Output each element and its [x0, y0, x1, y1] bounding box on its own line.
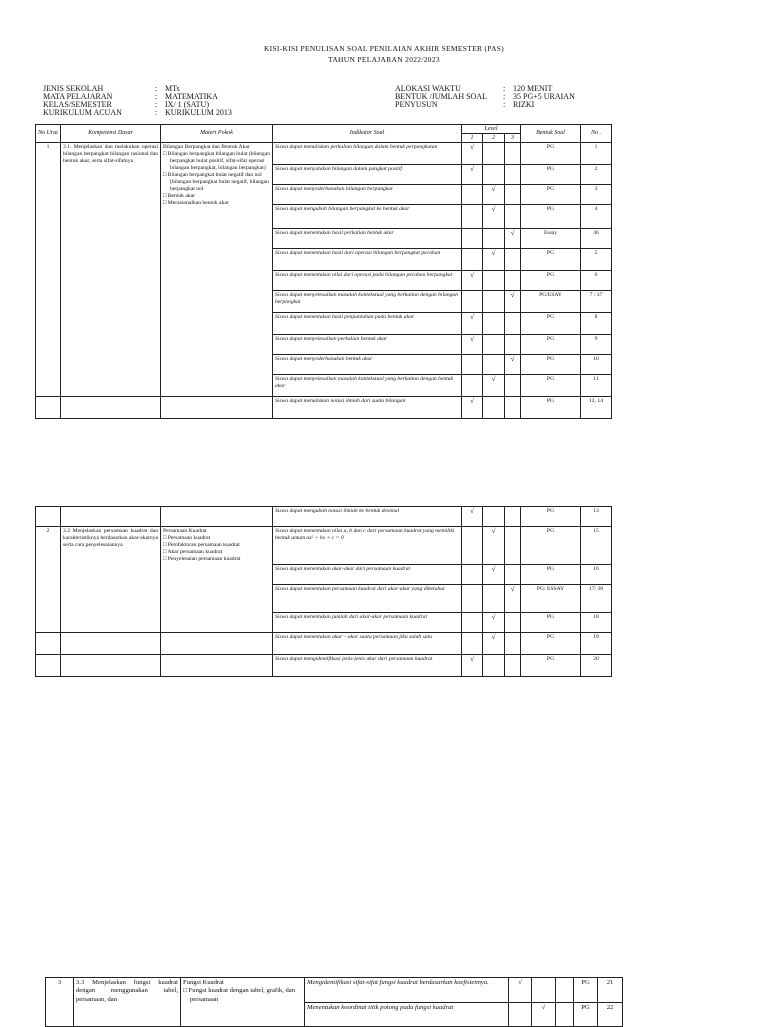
- bentuk-soal: PG/ESAY: [521, 291, 581, 313]
- bentuk-soal: PG: [521, 655, 581, 677]
- table-row: [36, 633, 612, 655]
- materi-item: [163, 151, 270, 172]
- indikator-soal: Siswa dapat menentukan jumlah dari akar-akar persamaan kuadrat: [273, 613, 462, 633]
- nomor-soal: 21: [598, 978, 623, 1003]
- no-urut: [36, 633, 61, 655]
- materi-item: [163, 542, 270, 549]
- level-1-cell: √: [462, 507, 483, 527]
- level-1-cell: [462, 291, 483, 313]
- indikator-soal: Siswa dapat menentukan akar-akar dari persamaan kuadrat: [273, 565, 462, 585]
- materi-item: [163, 193, 270, 200]
- bentuk-soal: PG: [521, 397, 581, 419]
- materi-title: Bilangan Berpangkat dan Bentuk Akar: [163, 143, 250, 150]
- header-nomor: No .: [581, 125, 612, 143]
- level-1-cell: √: [462, 271, 483, 291]
- nomor-soal: 5: [581, 249, 612, 271]
- nomor-soal: 4: [581, 205, 612, 229]
- level-3-cell: [505, 205, 521, 229]
- level-2-cell: √: [532, 1003, 556, 1027]
- level-1-cell: √: [509, 978, 532, 1003]
- level-3-cell: [505, 335, 521, 355]
- bentuk-soal: PG: [521, 355, 581, 375]
- level-1-cell: [462, 355, 483, 375]
- kompetensi-dasar: [61, 633, 161, 655]
- bentuk-soal: PG: [521, 205, 581, 229]
- checkbox-icon: □: [163, 150, 168, 157]
- header-level-1: 1: [462, 134, 483, 143]
- materi-item-label: Persamaan kuadrat: [167, 534, 211, 541]
- checkbox-icon: □: [163, 171, 168, 178]
- level-2-cell: √: [483, 565, 505, 585]
- meta-row: PENYUSUN : RIZKI: [395, 100, 535, 109]
- level-1-cell: √: [462, 397, 483, 419]
- nomor-soal: 12, 14: [581, 397, 612, 419]
- materi-list: [163, 535, 270, 563]
- level-3-cell: [505, 249, 521, 271]
- nomor-soal: 9: [581, 335, 612, 355]
- level-2-cell: [483, 397, 505, 419]
- indikator-soal: Siswa dapat menentukan nilai a, b dan c dari persamaan kuadrat yang memiliki bentuk umum ax² + bx + c = 0: [273, 527, 462, 565]
- materi-item-label: Bilangan berpangkat bilangan bulat (bilangan berpangkat bulat positif, sifat-sifat operasi bilangan berpangkat, bilangan berpangkat): [167, 150, 270, 171]
- bentuk-soal: PG: [521, 271, 581, 291]
- meta-value: MATEMATIKA: [165, 92, 218, 101]
- bentuk-soal: PG/ ESSAY: [521, 585, 581, 613]
- materi-pokok-cell: [161, 655, 273, 677]
- level-3-cell: [505, 313, 521, 335]
- level-2-cell: [483, 585, 505, 613]
- meta-label: KELAS/SEMESTER: [43, 100, 112, 109]
- meta-value: RIZKI: [513, 100, 535, 109]
- indikator-soal: Siswa dapat menentukan akar – akar suatu persamaan jika salah satu: [273, 633, 462, 655]
- table-row: [36, 655, 612, 677]
- materi-pokok-cell: [161, 507, 273, 527]
- bentuk-soal: PG: [521, 313, 581, 335]
- meta-label: BENTUK /JUMLAH SOAL: [395, 92, 487, 101]
- indikator-soal: Siswa dapat menyederhanakan bentuk akar: [273, 355, 462, 375]
- meta-left: [43, 85, 232, 117]
- level-1-cell: [462, 229, 483, 249]
- nomor-soal: 3: [581, 185, 612, 205]
- meta-label: MATA PELAJARAN: [43, 92, 113, 101]
- level-1-cell: √: [462, 313, 483, 335]
- meta-label: KURIKULUM ACUAN: [43, 108, 122, 117]
- meta-value: IX/ 1 (SATU): [165, 100, 209, 109]
- header-kompetensi-dasar: Kompetensi Dasar: [61, 125, 161, 143]
- level-2-cell: [483, 355, 505, 375]
- nomor-soal: 6: [581, 271, 612, 291]
- meta-row: ALOKASI WAKTU : 120 MENIT: [395, 84, 553, 93]
- level-2-cell: √: [483, 205, 505, 229]
- materi-pokok-cell: [181, 978, 305, 1027]
- meta-row: JENIS SEKOLAH : MTs: [43, 84, 180, 93]
- level-2-cell: [483, 291, 505, 313]
- level-2-cell: √: [483, 633, 505, 655]
- header-level: Level: [462, 125, 521, 134]
- materi-item-label: Bentuk akar: [167, 192, 195, 199]
- nomor-soal: 18: [581, 613, 612, 633]
- kompetensi-dasar: [61, 507, 161, 527]
- bentuk-soal: PG: [521, 527, 581, 565]
- level-2-cell: [483, 335, 505, 355]
- nomor-soal: 8: [581, 313, 612, 335]
- level-3-cell: [505, 507, 521, 527]
- level-3-cell: [505, 613, 521, 633]
- kompetensi-dasar: 3.1. Menjelaskan dan melakukan operasi bilangan berpangkat bilangan rasional dan bentuk akar, serta sifat-sifatnya: [61, 143, 161, 397]
- bentuk-soal: PG: [521, 613, 581, 633]
- indikator-soal: Mengidentifikasi sifat-sifat fungsi kuadrat berdasarkan koefisiennya.: [305, 978, 509, 1003]
- header-level-2: 2: [483, 134, 505, 143]
- nomor-soal: 16: [581, 565, 612, 585]
- kompetensi-dasar: [61, 397, 161, 419]
- meta-value: 120 MENIT: [513, 84, 553, 93]
- level-2-cell: √: [483, 185, 505, 205]
- bentuk-soal: PG: [521, 165, 581, 185]
- materi-item-label: Merasionalkan bentuk akar: [167, 199, 229, 206]
- materi-item: [183, 987, 302, 1004]
- level-2-cell: [483, 271, 505, 291]
- kompetensi-dasar: 3.2 Menjelaskan persamaan kuadrat dan karakteristiknya berdasarkan akar-akarnya serta cara penyelesaiannya: [61, 527, 161, 633]
- indikator-soal: Siswa dapat menyelesaikan perkalian bentuk akar: [273, 335, 462, 355]
- materi-title: Fungsi Kuadrat: [183, 978, 224, 986]
- meta-value: KURIKULUM 2013: [165, 108, 232, 117]
- level-2-cell: [483, 313, 505, 335]
- level-3-cell: [505, 527, 521, 565]
- indikator-soal: Siswa dapat menyelesaikan masalah kontekstual yang berkaitan dengan bentuk akar: [273, 375, 462, 397]
- indikator-soal: Siswa dapat menentukan hasil dari operasi bilangan berpangkat pecahan: [273, 249, 462, 271]
- nomor-soal: 22: [598, 1003, 623, 1027]
- level-3-cell: [505, 397, 521, 419]
- table-row: [36, 507, 612, 527]
- meta-label: ALOKASI WAKTU: [395, 84, 461, 93]
- indikator-soal: Siswa dapat menentukan persamaan kuadrat dari akar-akar yang diketahui: [273, 585, 462, 613]
- level-3-cell: [505, 633, 521, 655]
- checkbox-icon: □: [163, 548, 168, 555]
- bentuk-soal: PG: [521, 633, 581, 655]
- nomor-soal: 13: [581, 507, 612, 527]
- kompetensi-dasar: [61, 655, 161, 677]
- checkbox-icon: □: [163, 199, 168, 206]
- level-1-cell: [462, 205, 483, 229]
- no-urut: 1: [36, 143, 61, 397]
- nomor-soal: 2: [581, 165, 612, 185]
- materi-item-label: Penyelesaian persamaan kuadrat: [167, 555, 241, 562]
- level-1-cell: √: [462, 655, 483, 677]
- materi-pokok-cell: [161, 633, 273, 655]
- meta-row: KURIKULUM ACUAN : KURIKULUM 2013: [43, 108, 232, 117]
- level-1-cell: [462, 633, 483, 655]
- checkbox-icon: □: [163, 555, 168, 562]
- level-1-cell: [462, 375, 483, 397]
- indikator-soal: Siswa dapat menentukan nilai dari operasi pada bilangan pecahan berpangkat: [273, 271, 462, 291]
- bentuk-soal: PG: [574, 978, 598, 1003]
- nomor-soal: 11: [581, 375, 612, 397]
- materi-item: [163, 172, 270, 193]
- indikator-soal: Siswa dapat menuliskan perkalian bilangan dalam bentuk perpangkatan: [273, 143, 462, 165]
- document-title: KISI-KISI PENULISAN SOAL PENILAIAN AKHIR SEMESTER (PAS): [263, 44, 505, 53]
- nomor-soal: 1: [581, 143, 612, 165]
- level-2-cell: √: [483, 527, 505, 565]
- meta-value: 35 PG+5 URAIAN: [513, 92, 575, 101]
- kisi-table-3: [45, 977, 623, 1027]
- checkbox-icon: □: [163, 534, 168, 541]
- nomor-soal: 36: [581, 229, 612, 249]
- level-3-cell: [505, 565, 521, 585]
- no-urut: 2: [36, 527, 61, 633]
- meta-row: KELAS/SEMESTER : IX/ 1 (SATU): [43, 100, 209, 109]
- materi-item: [163, 200, 270, 207]
- bentuk-soal: PG: [521, 507, 581, 527]
- indikator-soal: Siswa dapat mengidentifikasi jenis-jenis akar dari persamaan kuadrat: [273, 655, 462, 677]
- materi-pokok-cell: [161, 397, 273, 419]
- meta-row: MATA PELAJARAN : MATEMATIKA: [43, 92, 218, 101]
- indikator-soal: Siswa dapat menyelesaikan masalah kontekstual yang berkaitan dengan bilangan berpangkat: [273, 291, 462, 313]
- level-3-cell: [505, 165, 521, 185]
- meta-label: JENIS SEKOLAH: [43, 84, 104, 93]
- level-2-cell: [483, 143, 505, 165]
- no-urut: [36, 397, 61, 419]
- table-row: [36, 527, 612, 565]
- checkbox-icon: □: [163, 192, 168, 199]
- meta-row: BENTUK /JUMLAH SOAL : 35 PG+5 URAIAN: [395, 92, 575, 101]
- level-1-cell: [462, 565, 483, 585]
- level-3-cell: [505, 143, 521, 165]
- level-3-cell: [505, 375, 521, 397]
- level-2-cell: √: [483, 613, 505, 633]
- level-3-cell: [556, 978, 574, 1003]
- bentuk-soal: PG: [574, 1003, 598, 1027]
- level-1-cell: √: [462, 143, 483, 165]
- bentuk-soal: PG: [521, 565, 581, 585]
- materi-list: [183, 987, 302, 1004]
- header-indikator-soal: Indikator Soal: [273, 125, 462, 143]
- nomor-soal: 10: [581, 355, 612, 375]
- checkbox-icon: □: [183, 987, 189, 994]
- bentuk-soal: Essay: [521, 229, 581, 249]
- header-no-urut: No Urut: [36, 125, 61, 143]
- no-urut: 3: [46, 978, 74, 1027]
- level-3-cell: [505, 271, 521, 291]
- meta-right: [395, 85, 575, 109]
- nomor-soal: 17/ 38: [581, 585, 612, 613]
- nomor-soal: 20: [581, 655, 612, 677]
- indikator-soal: Siswa dapat menentukan hasil penjumlahan pada bentuk akar: [273, 313, 462, 335]
- bentuk-soal: PG: [521, 335, 581, 355]
- indikator-soal: Siswa dapat menentukan hasil perkalian bentuk akar: [273, 229, 462, 249]
- materi-item: [163, 535, 270, 542]
- kompetensi-dasar: 3.3 Menjelaskan fungsi kuadrat dengan menggunakan tabel, persamaan, dan: [74, 978, 181, 1027]
- materi-item: [163, 549, 270, 556]
- level-3-cell: √: [505, 291, 521, 313]
- level-2-cell: [483, 229, 505, 249]
- nomor-soal: 15: [581, 527, 612, 565]
- bentuk-soal: PG: [521, 249, 581, 271]
- materi-pokok-cell: [161, 527, 273, 633]
- bentuk-soal: PG: [521, 143, 581, 165]
- nomor-soal: 19: [581, 633, 612, 655]
- indikator-soal: Siswa dapat mengubah bilangan berpangkat ke bentuk akar: [273, 205, 462, 229]
- indikator-soal: Siswa dapat menyederhanakan bilangan berpangkat: [273, 185, 462, 205]
- materi-item-label: Akar persamaan kuadrat: [167, 548, 223, 555]
- header-bentuk-soal: Bentuk Soal: [521, 125, 581, 143]
- level-2-cell: √: [483, 375, 505, 397]
- level-3-cell: √: [505, 355, 521, 375]
- materi-list: [163, 151, 270, 207]
- bentuk-soal: PG: [521, 185, 581, 205]
- level-1-cell: [462, 613, 483, 633]
- table-row: [46, 978, 623, 1003]
- kisi-table-1: [35, 124, 612, 419]
- document-subtitle: TAHUN PELAJARAN 2022/2023: [328, 55, 440, 64]
- header-level-3: 3: [505, 134, 521, 143]
- materi-item-label: Fungsi kuadrat dengan tabel, grafik, dan persamaan: [188, 987, 296, 1003]
- materi-item: [163, 556, 270, 563]
- kisi-table-2: [35, 506, 612, 677]
- indikator-soal: Menentukan koordinat titik potong pada fungsi kuadrat: [305, 1003, 509, 1027]
- level-2-cell: [483, 165, 505, 185]
- indikator-soal: Siswa dapat mengubah notasi ilmiah ke bentuk desimal: [273, 507, 462, 527]
- materi-item-label: Pemfaktoran persamaan kuadrat: [167, 541, 240, 548]
- level-3-cell: [505, 185, 521, 205]
- level-1-cell: [462, 585, 483, 613]
- bentuk-soal: PG: [521, 375, 581, 397]
- no-urut: [36, 655, 61, 677]
- level-1-cell: [462, 527, 483, 565]
- materi-pokok-cell: [161, 143, 273, 397]
- table-row: [36, 397, 612, 419]
- meta-value: MTs: [165, 84, 180, 93]
- indikator-soal: Siswa dapat menuliskan notasi ilmiah dari suatu bilangan: [273, 397, 462, 419]
- level-2-cell: [483, 507, 505, 527]
- level-1-cell: [462, 249, 483, 271]
- materi-item-label: Bilangan berpangkat bulat negatif dan nol (bilangan berpangkat bulat negatif, bilangan berpangkat nol: [167, 171, 269, 192]
- indikator-soal: Siswa dapat menyatakan bilangan dalam pangkat positif: [273, 165, 462, 185]
- table-row: [36, 143, 612, 165]
- no-urut: [36, 507, 61, 527]
- level-1-cell: [509, 1003, 532, 1027]
- level-3-cell: [505, 655, 521, 677]
- checkbox-icon: □: [163, 541, 168, 548]
- level-1-cell: [462, 185, 483, 205]
- level-2-cell: [532, 978, 556, 1003]
- nomor-soal: 7 / 37: [581, 291, 612, 313]
- level-2-cell: [483, 655, 505, 677]
- level-3-cell: √: [505, 229, 521, 249]
- level-1-cell: √: [462, 165, 483, 185]
- materi-title: Persamaan Kuadrat: [163, 527, 207, 534]
- header-materi-pokok: Materi Pokok: [161, 125, 273, 143]
- level-3-cell: √: [505, 585, 521, 613]
- level-3-cell: [556, 1003, 574, 1027]
- level-1-cell: √: [462, 335, 483, 355]
- level-2-cell: √: [483, 249, 505, 271]
- meta-label: PENYUSUN: [395, 100, 438, 109]
